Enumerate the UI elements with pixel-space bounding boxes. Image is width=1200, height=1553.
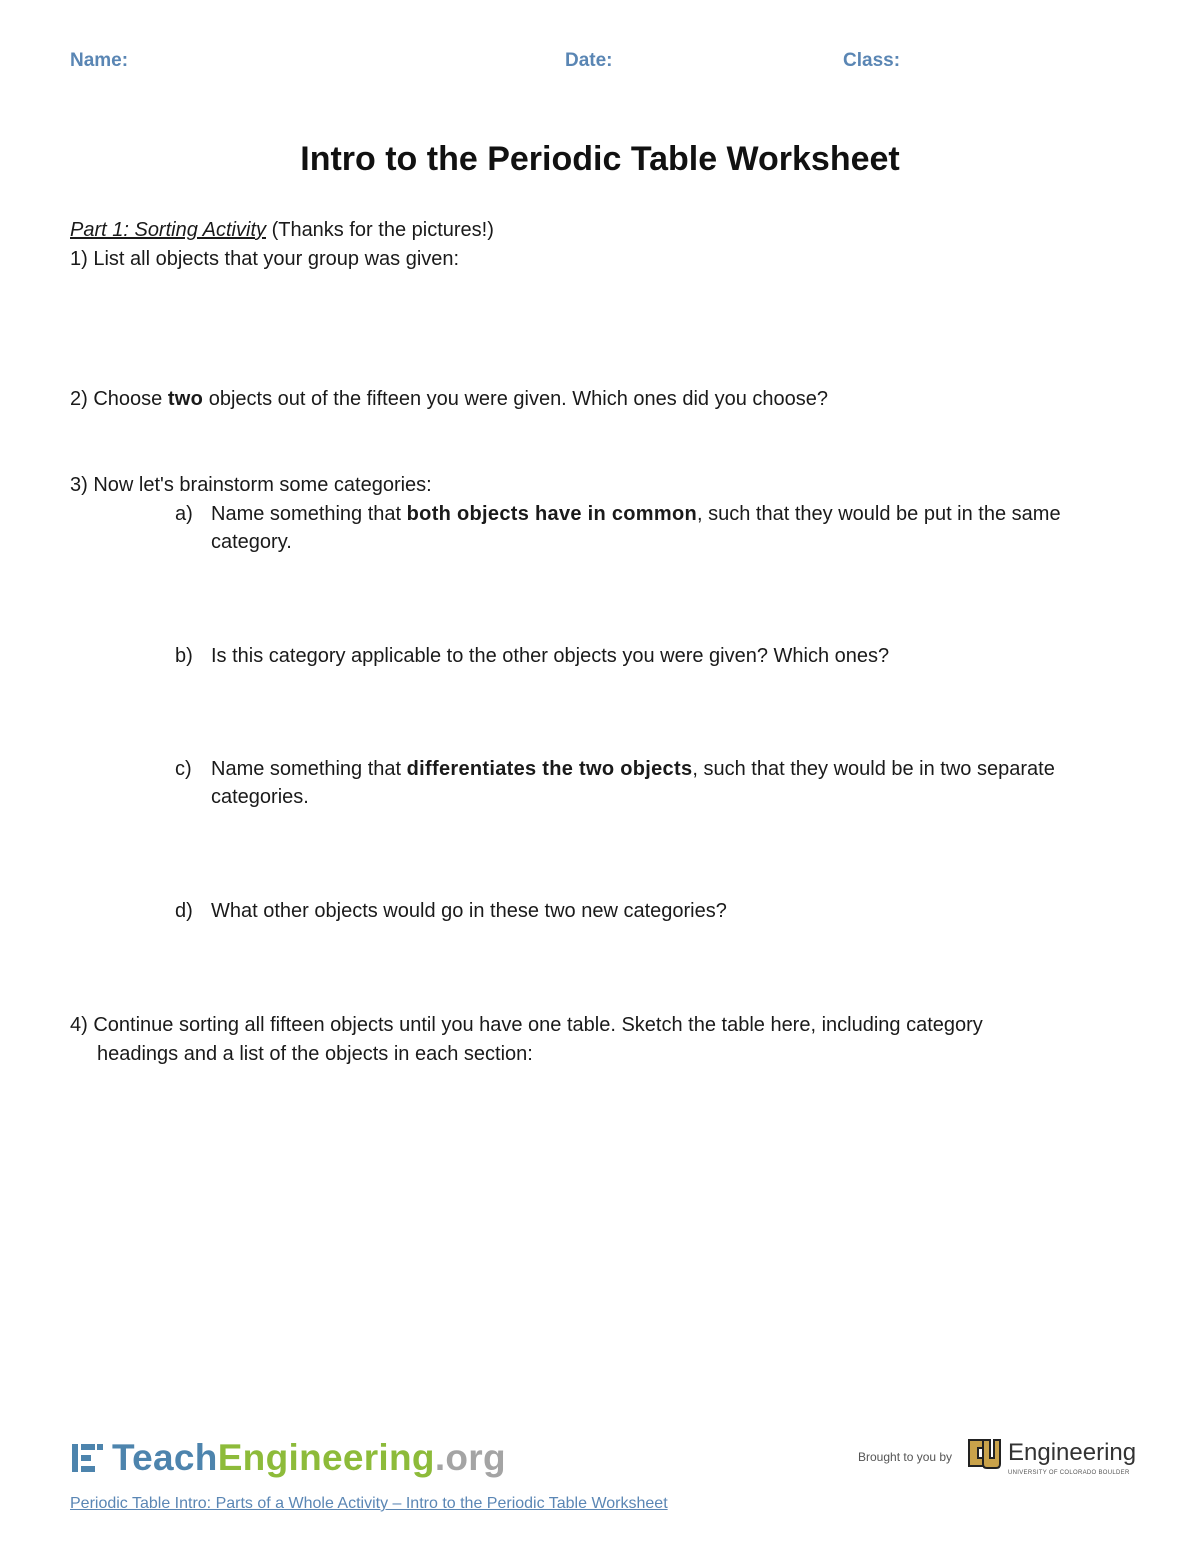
question-2-prefix: 2) Choose xyxy=(70,388,168,410)
question-3c-label: c) xyxy=(175,758,192,780)
cu-logo-icon xyxy=(966,1436,1002,1470)
teachengineering-logo xyxy=(70,1434,506,1482)
question-2-bold: two xyxy=(167,388,204,410)
question-4-line2: headings and a list of the objects in each section: xyxy=(97,1043,533,1065)
question-3a-suffix: , such that they would be put in the same category. xyxy=(211,503,1061,553)
question-3d-text: What other objects would go in these two new categories? xyxy=(211,900,727,922)
question-2-suffix: objects out of the fifteen you were given. Which ones did you choose? xyxy=(203,388,829,410)
question-3c-bold: differentiates the two objects xyxy=(406,758,693,780)
question-3b xyxy=(175,642,1135,672)
part1-heading-note: (Thanks for the pictures!) xyxy=(271,219,494,241)
question-3a-label: a) xyxy=(175,503,193,525)
question-3c-prefix: Name something that xyxy=(211,758,407,780)
question-3d-label: d) xyxy=(175,900,193,922)
logo-org: .org xyxy=(434,1437,506,1478)
question-3b-text: Is this category applicable to the other objects you were given? Which ones? xyxy=(211,645,890,667)
logo-engineering: Engineering xyxy=(217,1437,435,1478)
date-label: Date: xyxy=(565,50,613,71)
question-3a-prefix: Name something that xyxy=(211,503,407,525)
question-3a-text xyxy=(211,500,1126,556)
question-3a-bold: both objects have in common xyxy=(406,503,698,525)
part1-heading-line xyxy=(70,216,494,244)
question-3b-label: b) xyxy=(175,645,193,667)
question-4-line1: 4) Continue sorting all fifteen objects until you have one table. Sketch the table here, including category xyxy=(70,1014,983,1036)
teachengineering-wordmark xyxy=(112,1437,506,1479)
cu-subtext: UNIVERSITY OF COLORADO BOULDER xyxy=(1008,1470,1130,1476)
question-3c xyxy=(175,755,1135,815)
question-2 xyxy=(70,385,828,413)
brought-by-text: Brought to you by xyxy=(858,1450,953,1464)
logo-teach: Teach xyxy=(112,1437,218,1478)
question-3a xyxy=(175,500,1135,560)
cu-engineering-text: Engineering xyxy=(1008,1439,1137,1466)
name-label: Name: xyxy=(70,50,129,71)
class-label: Class: xyxy=(843,50,901,71)
teachengineering-logo-icon xyxy=(70,1442,106,1474)
cu-engineering-logo xyxy=(966,1436,1136,1470)
question-3: 3) Now let's brainstorm some categories: xyxy=(70,474,432,496)
footer-link[interactable]: Periodic Table Intro: Parts of a Whole Activity – Intro to the Periodic Table Worksheet xyxy=(70,1495,668,1512)
question-3c-suffix: , such that they would be in two separate categories. xyxy=(211,758,1055,808)
question-3c-text xyxy=(211,755,1126,811)
question-1: 1) List all objects that your group was given: xyxy=(70,248,460,270)
page-title: Intro to the Periodic Table Worksheet xyxy=(300,140,900,178)
part1-heading: Part 1: Sorting Activity xyxy=(70,219,266,241)
question-3d xyxy=(175,897,1135,927)
